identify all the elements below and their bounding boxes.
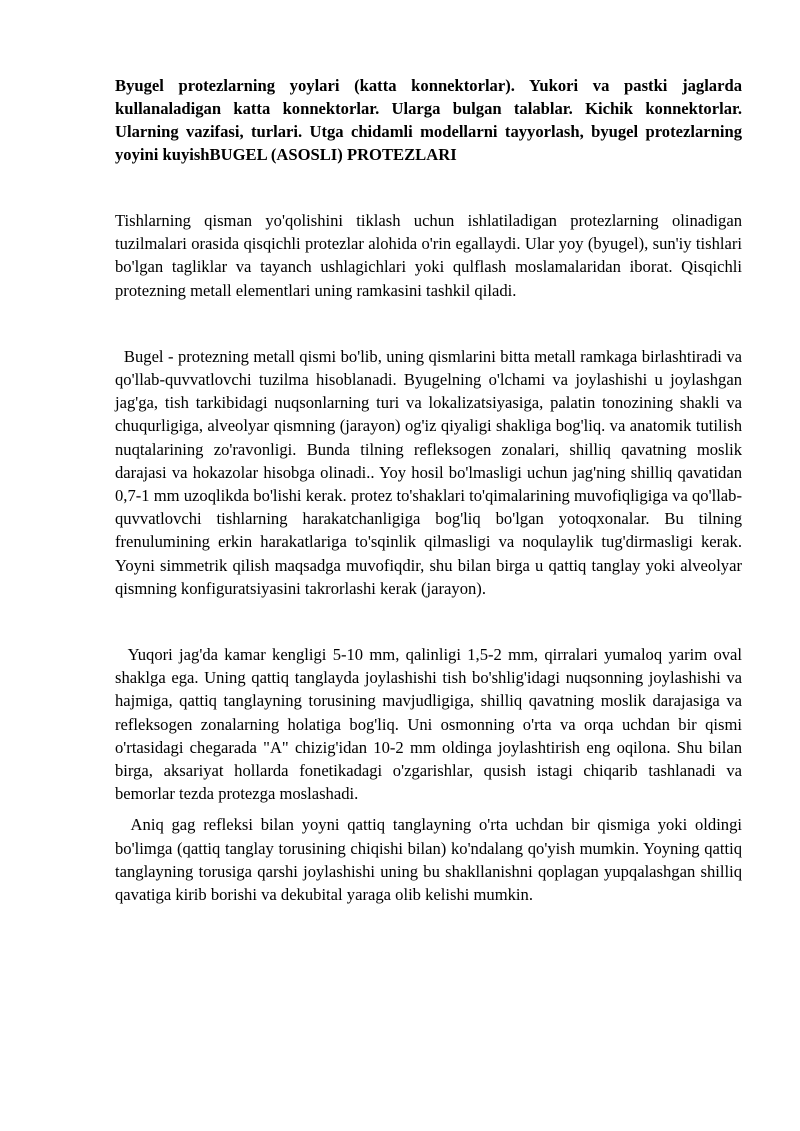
paragraph-upper-jaw-text: Yuqori jag'da kamar kengligi 5-10 mm, qalinligi 1,5-2 mm, qirralari yumaloq yarim oval shaklga ega. Uning qattiq tanglayda joylashishi tish bo'shlig'idagi nuqsonning joylashishi va hajmiga, qattiq tanglayning torusining mavjudligiga, shilliq qavatning moslik darajasiga va refleksogen zonalarning holatiga bog'liq. Uni osmonning o'rta va orqa uchdan bir qismi o'rtasidagi chegarada "A" chizig'idan 10-2 mm oldinga joylashtirish eng oqilona. Shu bilan birga, aksariyat hollarda fonetikadagi o'zgarishlar, qusish istagi chiqarib tashlanadi va bemorlar tezda protezga moslashadi. bbox=[115, 645, 743, 804]
paragraph-bugel-definition-text: Bugel - protezning metall qismi bo'lib, uning qismlarini bitta metall ramkaga birlashtiradi va qo'llab-quvvatlovchi tuzilma hisoblanadi. Byugelning o'lchami va joylashishi u joylashgan jag'ga, tish tarkibidagi nuqsonlarning turi va lokalizatsiyasiga, palatin tonozining shakli va chuqurligiga, alveolyar qismning (jarayon) og'iz qiyaligi shakliga bog'liq. va anatomik tutilish nuqtalarining zo'ravonligi. Bunda tilning refleksogen zonalari, shilliq qavatning moslik darajasi va hokazolar hisobga olinadi.. Yoy hosil bo'lmasligi uchun jag'ning shilliq qavatidan 0,7-1 mm uzoqlikda bo'lishi kerak. protez to'shaklari to'qimalarining muvofiqligiga va qo'llab-quvvatlovchi tishlarning harakatchanligiga bog'liq bo'lgan yotoqxonalar. Bu tilning frenulumining erkin harakatlariga to'sqinlik qilmasligi va noqulaylik tug'dirmasligi kerak. Yoyni simmetrik qilish maqsadga muvofiqdir, shu bilan birga u qattiq tanglay yoki alveolyar qismning konfiguratsiyasini takrorlashi kerak (jarayon). bbox=[115, 346, 743, 598]
paragraph-upper-jaw bbox=[115, 643, 742, 805]
document-title: Byugel protezlarning yoylari (katta konnektorlar). Yukori va pastki jaglarda kullanaladigan katta konnektorlar. Ularga bulgan talablar. Kichik konnektorlar. Ularning vazifasi, turlari. Utga chidamli modellarni tayyorlash, byugel protezlarning yoyini kuyishBUGEL (ASOSLI) PROTEZLARI bbox=[115, 76, 742, 164]
paragraph-intro: Tishlarning qisman yo'qolishini tiklash uchun ishlatiladigan protezlarning olinadigan tuzilmalari orasida qisqichli protezlar alohida o'rin egallaydi. Ular yoy (byugel), sun'iy tishlari bo'lgan tagliklar va tayanch ushlagichlari yoki qulflash moslamalaridan iborat. Qisqichli protezning metall elementlari uning ramkasini tashkil qiladi. bbox=[115, 211, 742, 300]
paragraph-bugel-definition bbox=[115, 345, 742, 600]
document-page bbox=[115, 74, 742, 906]
paragraph-gag-reflex-text: Aniq gag refleksi bilan yoyni qattiq tanglayning o'rta uchdan bir qismiga yoki oldingi bo'limga (qattiq tanglay torusining chiqishi bilan) ko'ndalang qo'yish mumkin. Yoyning qattiq tanglayning torusiga qarshi joylashishi uning bu shakllanishni qoplagan yupqalashgan shilliq qavatiga kirib borishi va dekubital yaraga olib kelishi mumkin. bbox=[115, 815, 743, 905]
paragraph-gag-reflex bbox=[115, 813, 742, 906]
